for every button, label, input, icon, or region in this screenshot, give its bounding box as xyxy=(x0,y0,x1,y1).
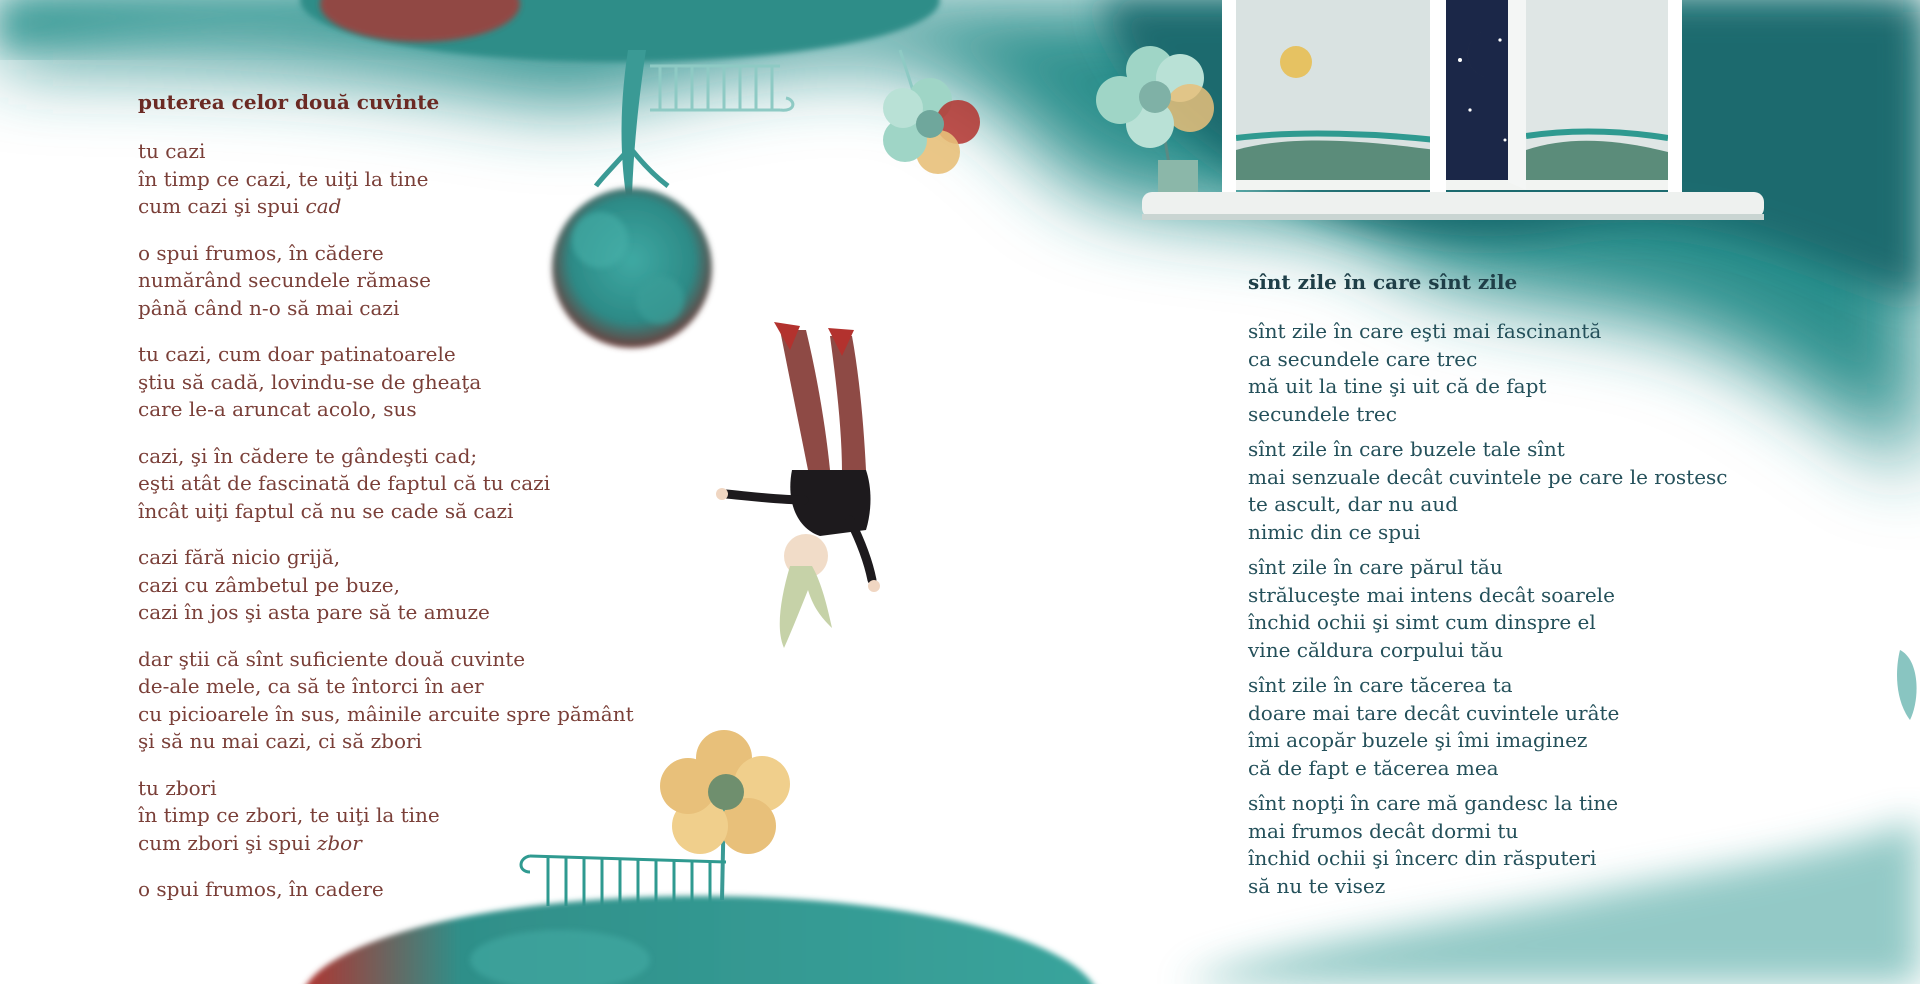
right-stanza-4 xyxy=(1248,672,1808,782)
poem-line: cazi, şi în cădere te gândeşti cad; xyxy=(138,443,478,468)
poem-line: tu zbori xyxy=(138,775,217,800)
poem-line: sînt zile în care buzele tale sînt xyxy=(1248,437,1565,461)
poem-line: cazi în jos şi asta pare să te amuze xyxy=(138,600,490,624)
left-stanza-3 xyxy=(138,341,698,424)
right-stanza-5 xyxy=(1248,790,1808,900)
poem-line: cazi cu zâmbetul pe buze, xyxy=(138,572,401,597)
poem-line-text: cum cazi şi spui xyxy=(138,194,306,218)
poem-line: sînt zile în care tăcerea ta xyxy=(1248,673,1513,697)
right-stanza-1 xyxy=(1248,318,1808,428)
poem-line: mă uit la tine şi uit că de fapt xyxy=(1248,374,1547,398)
poem-line: în timp ce zbori, te uiţi la tine xyxy=(138,803,440,827)
poem-italic-word: zbor xyxy=(316,830,362,855)
poem-line: încât uiţi faptul că nu se cade să cazi xyxy=(138,498,514,523)
poem-line: îmi acopăr buzele şi îmi imaginez xyxy=(1248,728,1588,752)
poem-line: mai senzuale decât cuvintele pe care le rostesc xyxy=(1248,464,1728,489)
poem-line: în timp ce cazi, te uiţi la tine xyxy=(138,166,429,191)
poem-line: doare mai tare decât cuvintele urâte xyxy=(1248,700,1620,725)
left-poem-title: puterea celor două cuvinte xyxy=(138,90,440,114)
poem-line: închid ochii şi încerc din răsputeri xyxy=(1248,846,1597,870)
poem-line: eşti atât de fascinată de faptul că tu cazi xyxy=(138,471,551,495)
left-stanza-4 xyxy=(138,443,698,526)
right-poem xyxy=(1248,268,1808,908)
right-stanza-2 xyxy=(1248,436,1808,546)
poem-line: sînt zile în care eşti mai fascinantă xyxy=(1248,319,1602,343)
poem-line: tu cazi, cum doar patinatoarele xyxy=(138,342,456,366)
poem-line: să nu te visez xyxy=(1248,873,1386,898)
poem-line: cazi fără nicio grijă, xyxy=(138,545,341,569)
poem-italic-word: cad xyxy=(305,194,342,218)
poem-line: nimic din ce spui xyxy=(1248,519,1421,544)
poem-line: vine căldura corpului tău xyxy=(1248,637,1504,662)
poem-line: că de fapt e tăcerea mea xyxy=(1248,755,1499,780)
poem-line: de-ale mele, ca să te întorci în aer xyxy=(138,674,484,698)
poem-line: până când n-o să mai cazi xyxy=(138,295,400,320)
left-stanza-7 xyxy=(138,775,698,858)
poem-line: te ascult, dar nu aud xyxy=(1248,492,1459,516)
poem-line: dar ştii că sînt suficiente două cuvinte xyxy=(138,646,526,671)
left-poem xyxy=(138,88,698,923)
right-poem-title: sînt zile în care sînt zile xyxy=(1248,270,1518,294)
poem-line: închid ochii şi simt cum dinspre el xyxy=(1248,610,1596,634)
poem-line: numărând secundele rămase xyxy=(138,268,431,292)
poem-line: cu picioarele în sus, mâinile arcuite spre pământ xyxy=(138,701,634,726)
window xyxy=(1142,0,1764,220)
poem-line: sînt nopţi în care mă gandesc la tine xyxy=(1248,791,1619,815)
poem-line xyxy=(138,830,698,858)
falling-girl xyxy=(716,322,880,648)
poem-line: ştiu să cadă, lovindu-se de gheaţa xyxy=(138,369,482,394)
poem-line: sînt zile în care părul tău xyxy=(1248,555,1503,579)
poem-line: străluceşte mai intens decât soarele xyxy=(1248,582,1615,607)
left-stanza-1 xyxy=(138,138,698,221)
poem-line: secundele trec xyxy=(1248,401,1397,426)
poem-line: o spui frumos, în cădere xyxy=(138,240,384,265)
poem-line: şi să nu mai cazi, ci să zbori xyxy=(138,729,422,753)
poem-line: care le-a aruncat acolo, sus xyxy=(138,397,417,421)
right-stanza-3 xyxy=(1248,554,1808,664)
left-stanza-2 xyxy=(138,240,698,323)
left-stanza-6 xyxy=(138,646,698,756)
poem-line xyxy=(138,193,698,221)
poem-line-text: cum zbori şi spui xyxy=(138,830,317,855)
poem-line: tu cazi xyxy=(138,139,206,163)
poem-line: ca secundele care trec xyxy=(1248,346,1478,371)
left-stanza-8 xyxy=(138,876,698,904)
poem-line: o spui frumos, în cadere xyxy=(138,877,384,901)
left-stanza-5 xyxy=(138,544,698,627)
poem-line: mai frumos decât dormi tu xyxy=(1248,818,1519,843)
